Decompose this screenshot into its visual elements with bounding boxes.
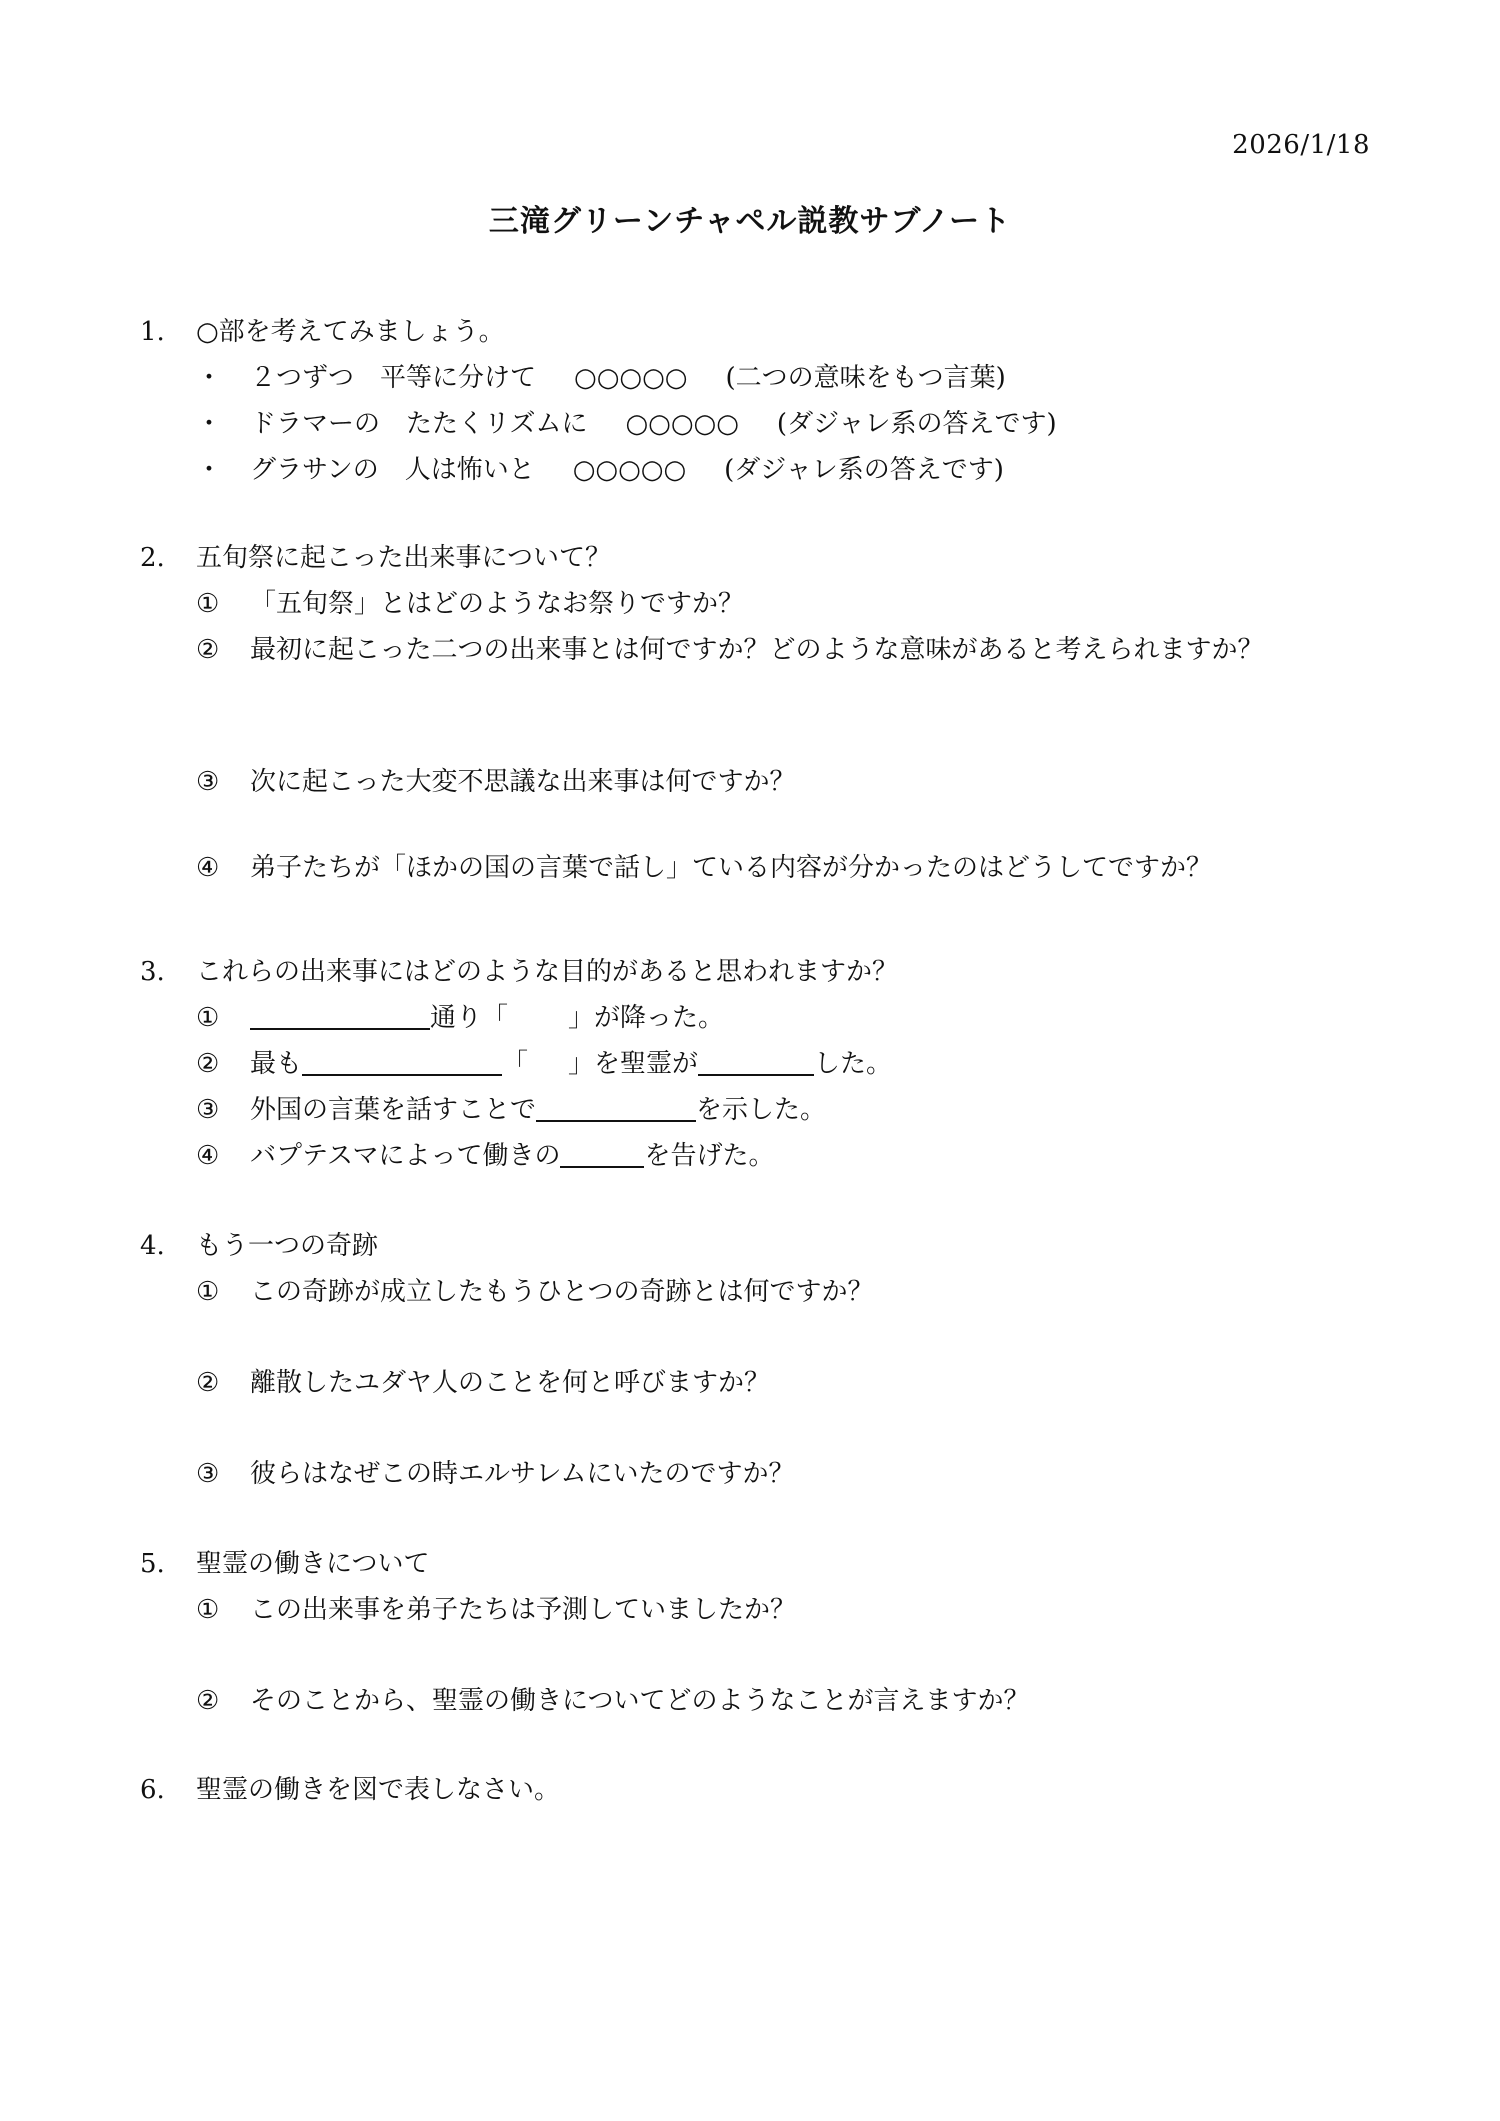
fill-in-text: 最も — [250, 1049, 303, 1079]
sub-question-text: 「五旬祭」とはどのようなお祭りですか？ — [250, 589, 745, 619]
item-number: ① — [196, 1595, 220, 1625]
fill-in-text: を示した。 — [696, 1095, 827, 1125]
document-title: 三滝グリーンチャペル説教サブノート — [488, 204, 1012, 239]
item-number: ③ — [196, 767, 220, 797]
sub-question-2 — [0, 1363, 1500, 1403]
question-text: 五旬祭に起こった出来事について？ — [196, 543, 611, 573]
answer-blank[interactable] — [302, 1044, 502, 1076]
question-3 — [0, 952, 1500, 1176]
item-number: ① — [196, 589, 220, 619]
question-text: もう一つの奇跡 — [196, 1231, 379, 1261]
sub-question-text: この出来事を弟子たちは予測していましたか？ — [250, 1595, 797, 1625]
riddle-hint: (二つの意味をもつ言葉) — [725, 363, 1006, 393]
sub-question-text: 弟子たちが「ほかの国の言葉で話し」ている内容が分かったのはどうしてですか？ — [250, 853, 1213, 883]
item-number: ① — [196, 1003, 220, 1033]
fill-in-text: 「 — [502, 1049, 529, 1079]
question-text: 聖霊の働きについて — [196, 1549, 430, 1579]
document-date: 2026/1/18 — [1232, 130, 1370, 160]
question-4 — [0, 1226, 1500, 1494]
question-5-heading — [0, 1544, 1500, 1584]
fill-in-text: 通り「 — [430, 1003, 509, 1033]
riddle-placeholder: ○○○○○ — [625, 409, 739, 439]
sub-question-text: そのことから、聖霊の働きについてどのようなことが言えますか？ — [250, 1686, 1030, 1716]
item-number: ② — [196, 1368, 220, 1398]
sub-question-1 — [0, 1590, 1500, 1630]
riddle-hint: (ダジャレ系の答えです) — [776, 409, 1057, 439]
fill-in-text: 」を聖霊が — [568, 1049, 699, 1079]
riddle-hint: (ダジャレ系の答えです) — [724, 455, 1004, 485]
question-number: 5. — [140, 1549, 165, 1579]
riddle-phrase: ドラマーの たたくリズムに — [250, 409, 588, 439]
question-text: これらの出来事にはどのような目的があると思われますか？ — [196, 957, 899, 987]
question-2-heading — [0, 538, 1500, 578]
question-1 — [0, 312, 1500, 490]
question-1-heading — [0, 312, 1500, 352]
bullet: ・ — [196, 409, 223, 439]
sub-question-3 — [0, 1454, 1500, 1494]
question-6 — [0, 1770, 1500, 1810]
question-number: 4. — [140, 1231, 165, 1261]
sub-question-text: この奇跡が成立したもうひとつの奇跡とは何ですか？ — [250, 1277, 874, 1307]
question-number: 6. — [140, 1775, 165, 1805]
answer-blank[interactable] — [698, 1044, 814, 1076]
riddle-phrase: ２つずつ 平等に分けて — [250, 363, 537, 393]
question-number: 3. — [140, 957, 165, 987]
fill-in-item-4 — [0, 1136, 1500, 1176]
fill-in-text: 外国の言葉を話すことで — [250, 1095, 537, 1125]
riddle-item-2 — [0, 404, 1500, 444]
item-number: ④ — [196, 1141, 220, 1171]
item-number: ③ — [196, 1095, 220, 1125]
item-number: ② — [196, 1686, 220, 1716]
fill-in-item-1 — [0, 998, 1500, 1038]
question-number: 2. — [140, 543, 165, 573]
question-6-heading — [0, 1770, 1500, 1810]
riddle-item-3 — [0, 450, 1500, 490]
question-number: 1. — [140, 317, 165, 347]
fill-in-item-3 — [0, 1090, 1500, 1130]
fill-in-text: を告げた。 — [644, 1141, 775, 1171]
item-number: ② — [196, 635, 220, 665]
riddle-phrase: グラサンの 人は怖いと — [250, 455, 535, 485]
question-text: 聖霊の働きを図で表しなさい。 — [196, 1775, 561, 1805]
question-text: ○部を考えてみましょう。 — [196, 317, 505, 347]
sub-question-1 — [0, 1272, 1500, 1312]
riddle-placeholder: ○○○○○ — [572, 455, 687, 485]
sub-question-2 — [0, 630, 1500, 670]
fill-in-text: バプテスマによって働きの — [250, 1141, 561, 1171]
question-5 — [0, 1544, 1500, 1721]
riddle-item-1 — [0, 358, 1500, 398]
answer-blank[interactable] — [536, 1090, 696, 1122]
riddle-placeholder: ○○○○○ — [574, 363, 688, 393]
fill-in-text: した。 — [814, 1049, 893, 1079]
fill-in-item-2 — [0, 1044, 1500, 1084]
bullet: ・ — [196, 455, 223, 485]
item-number: ② — [196, 1049, 220, 1079]
question-4-heading — [0, 1226, 1500, 1266]
item-number: ④ — [196, 853, 220, 883]
question-2 — [0, 538, 1500, 888]
sub-question-text: 最初に起こった二つの出来事とは何ですか？どのような意味があると考えられますか？ — [250, 635, 1264, 665]
sub-question-2 — [0, 1681, 1500, 1721]
item-number: ① — [196, 1277, 220, 1307]
sub-question-text: 次に起こった大変不思議な出来事は何ですか？ — [250, 767, 796, 797]
question-3-heading — [0, 952, 1500, 992]
answer-blank[interactable] — [250, 998, 430, 1030]
sub-question-text: 彼らはなぜこの時エルサレムにいたのですか？ — [250, 1459, 795, 1489]
fill-in-text: 」が降った。 — [568, 1003, 725, 1033]
sub-question-3 — [0, 762, 1500, 802]
bullet: ・ — [196, 363, 223, 393]
answer-blank[interactable] — [560, 1136, 644, 1168]
sub-question-text: 離散したユダヤ人のことを何と呼びますか？ — [250, 1368, 771, 1398]
item-number: ③ — [196, 1459, 220, 1489]
sub-question-4 — [0, 848, 1500, 888]
sub-question-1 — [0, 584, 1500, 624]
